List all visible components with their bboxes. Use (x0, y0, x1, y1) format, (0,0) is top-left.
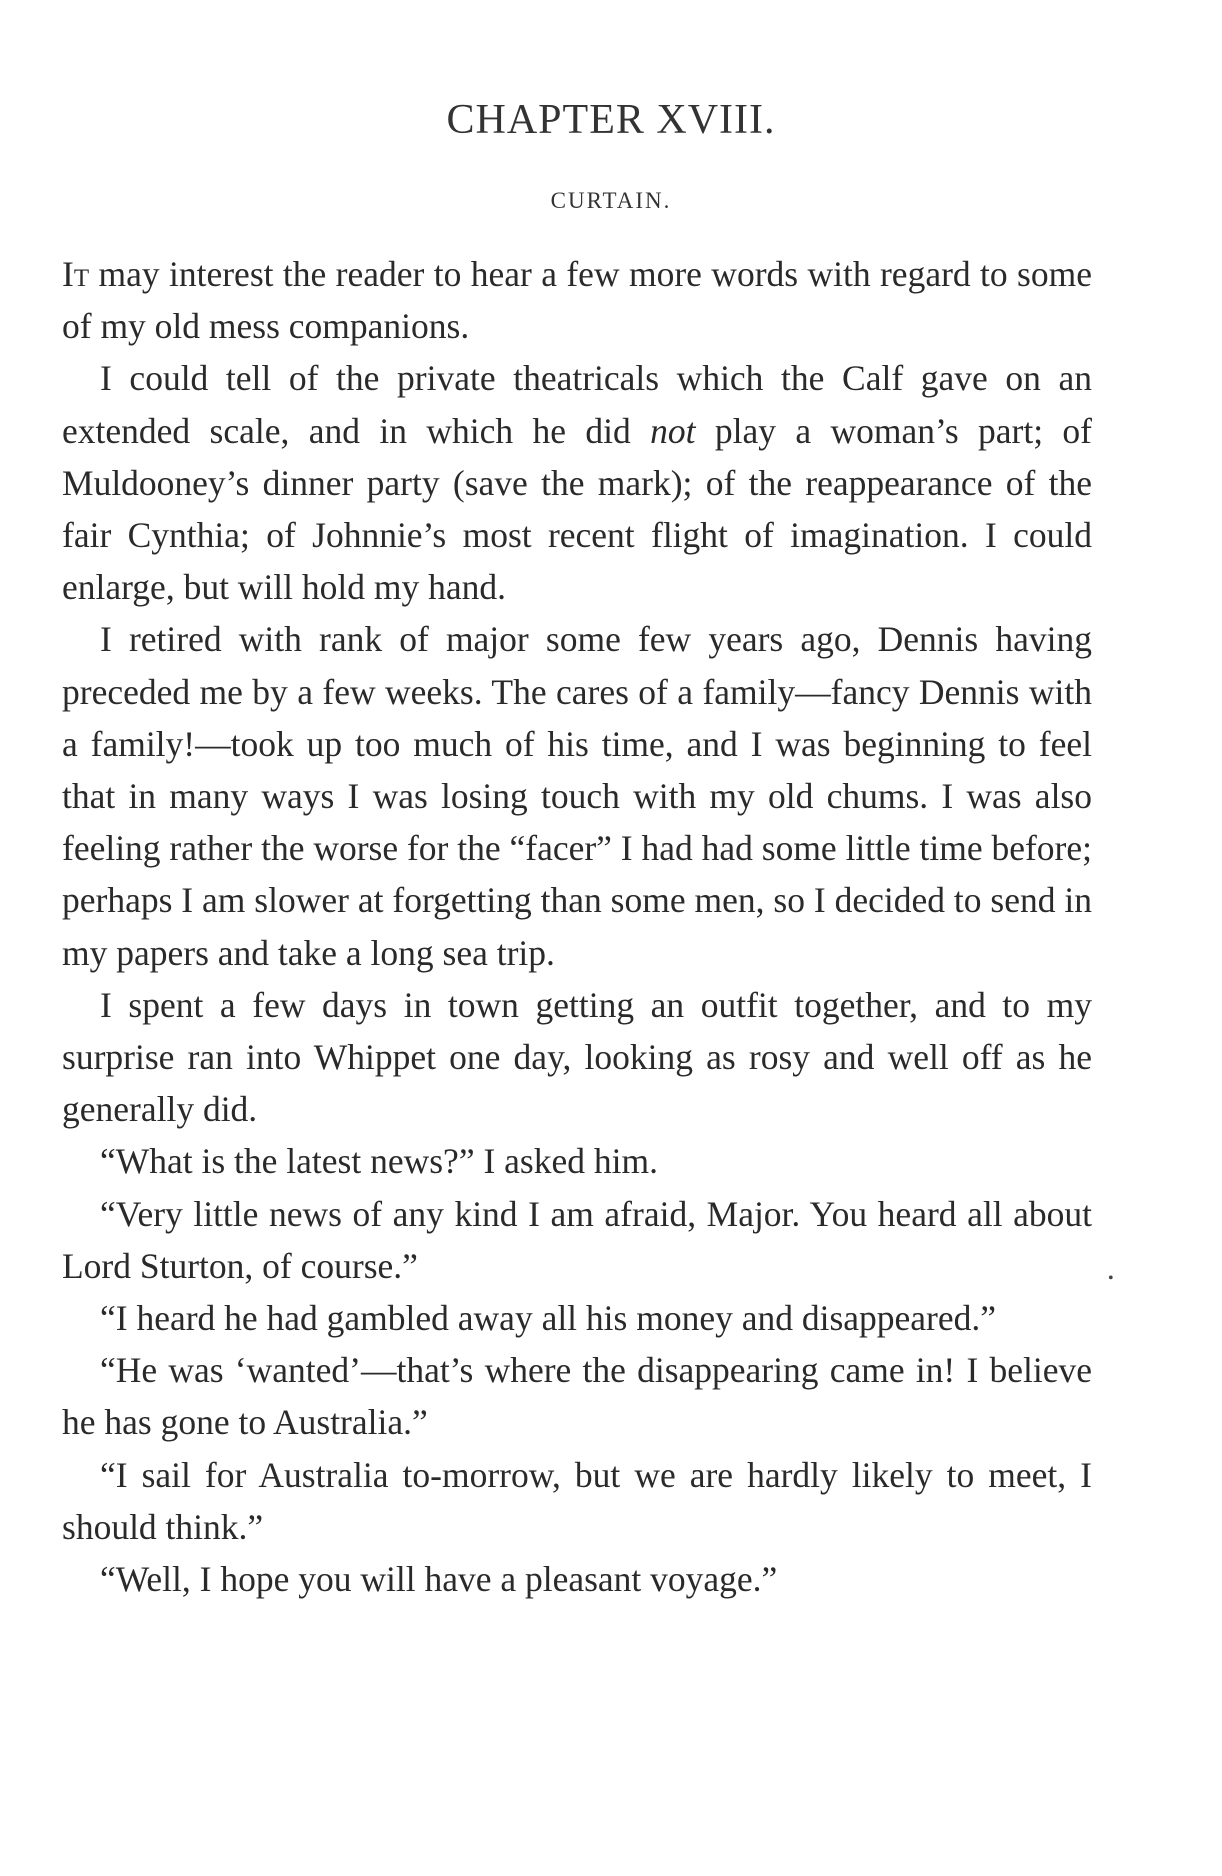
chapter-title: CHAPTER XVIII. (446, 97, 776, 143)
paragraph-1 (62, 248, 1092, 352)
ink-speck-mark: • (1108, 1270, 1114, 1287)
paragraph-5: “What is the latest news?” I asked him. (100, 1141, 658, 1182)
paragraph-7: “I heard he had gambled away all his money and disappeared.” (100, 1298, 997, 1339)
emphasis-word: not (650, 410, 696, 451)
paragraph-lead-word: It (62, 254, 90, 294)
paragraph-8: “He was ‘wanted’—that’s where the disappearing came in! I believe he has gone to Australia.” (62, 1350, 1092, 1443)
paragraph-10: “Well, I hope you will have a pleasant voyage.” (100, 1559, 778, 1600)
chapter-body (62, 248, 1092, 1605)
paragraph-9: “I sail for Australia to-morrow, but we are hardly likely to meet, I should think.” (62, 1454, 1092, 1547)
paragraph-2 (62, 352, 1092, 613)
paragraph-text: I could tell of the private theatricals which the Calf gave on an extended scale, and in which he did (62, 358, 1092, 451)
chapter-subtitle: CURTAIN. (550, 188, 672, 213)
paragraph-text: may interest the reader to hear a few more words with regard to some of my old mess companions. (62, 254, 1092, 347)
paragraph-6: “Very little news of any kind I am afraid, Major. You heard all about Lord Sturton, of course.” (62, 1193, 1092, 1286)
paragraph-text: play a woman’s part; of Muldooney’s dinner party (save the mark); of the reappearance of the fair Cynthia; of Johnnie’s most recent flight of imagination. I could enlarge, but will hold my hand. (62, 410, 1093, 608)
paragraph-4: I spent a few days in town getting an outfit together, and to my surprise ran into Whippet one day, looking as rosy and well off as he generally did. (62, 984, 1092, 1130)
paragraph-3: I retired with rank of major some few years ago, Dennis having preceded me by a few weeks. The cares of a family—fancy Dennis with a family!—took up too much of his time, and I was beginning to feel that in many ways I was losing touch with my old chums. I was also feeling rather the worse for the “facer” I had had some little time before; perhaps I am slower at forgetting than some men, so I decided to send in my papers and take a long sea trip. (62, 619, 1093, 973)
